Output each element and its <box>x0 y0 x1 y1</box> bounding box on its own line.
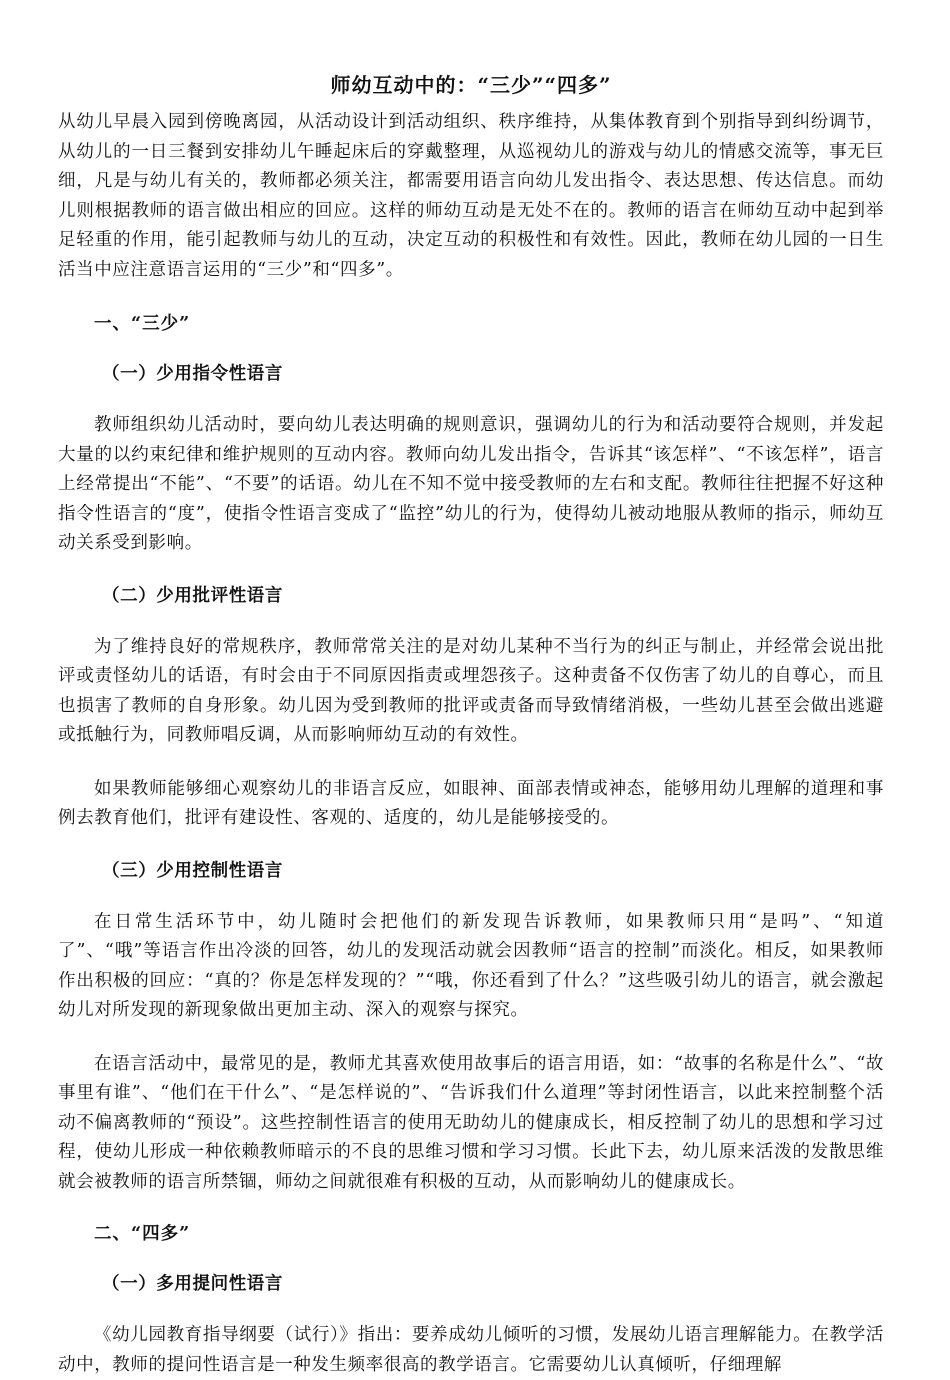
document-title: 师幼互动中的：“三少”“四多” <box>330 73 612 97</box>
paragraph-control-language-1: 在日常生活环节中，幼儿随时会把他们的新发现告诉教师，如果教师只用“是吗”、“知道了”、“哦”等语言作出冷淡的回答，幼儿的发现活动就会因教师“语言的控制”而淡化。相反，如果教师作出积极的回应：“真的？你是怎样发现的？”“哦，你还看到了什么？”这些吸引幼儿的语言，就会激起幼儿对所发现的新现象做出更加主动、深入的观察与探究。 <box>58 911 884 1020</box>
section-heading-three-less: 一、“三少” <box>94 314 191 334</box>
spacer <box>58 1197 884 1221</box>
subheading-question-language: （一）多用提问性语言 <box>102 1274 283 1294</box>
paragraph-control-language-2: 在语言活动中，最常见的是，教师尤其喜欢使用故事后的语言用语，如：“故事的名称是什么”、“故事里有谁”、“他们在干什么”、“是怎样说的”、“告诉我们什么道理”等封闭性语言，以此来控制整个活动不偏离教师的“预设”。这些控制性语言的使用无助幼儿的健康成长，相反控制了幼儿的思想和学习过程，使幼儿形成一种依赖教师暗示的不良的思维习惯和学习习惯。长此下去，幼儿原来活泼的发散思维就会被教师的语言所禁锢，师幼之间就很难有积极的互动，从而影响幼儿的健康成长。 <box>58 1053 884 1192</box>
paragraph-criticism-language-1: 为了维持良好的常规秩序，教师常常关注的是对幼儿某种不当行为的纠正与制止，并经常会说出批评或责怪幼儿的话语，有时会由于不同原因指责或埋怨孩子。这种责备不仅伤害了幼儿的自尊心，而且也损害了教师的自身形象。幼儿因为受到教师的批评或责备而导致情绪消极，一些幼儿甚至会做出逃避或抵触行为，同教师唱反调，从而影响师幼互动的有效性。 <box>58 636 884 745</box>
spacer <box>58 387 884 411</box>
spacer <box>58 1247 884 1271</box>
spacer <box>58 609 884 633</box>
section-heading-four-more: 二、“四多” <box>94 1224 191 1244</box>
spacer <box>58 1026 884 1050</box>
spacer <box>58 834 884 858</box>
spacer <box>58 751 884 775</box>
spacer <box>58 285 884 311</box>
spacer <box>58 337 884 361</box>
subheading-control-language: （三）少用控制性语言 <box>102 860 283 881</box>
spacer <box>58 559 884 583</box>
intro-paragraph: 从幼儿早晨入园到傍晚离园，从活动设计到活动组织、秩序维持，从集体教育到个别指导到纠纷调节，从幼儿的一日三餐到安排幼儿午睡起床后的穿戴整理，从巡视幼儿的游戏与幼儿的情感交流等，事无巨细，凡是与幼儿有关的，教师都必须关注，都需要用语言向幼儿发出指令、表达思想、传达信息。而幼儿则根据教师的语言做出相应的回应。这样的师幼互动是无处不在的。教师的语言在师幼互动中起到举足轻重的作用，能引起教师与幼儿的互动，决定互动的积极性和有效性。因此，教师在幼儿园的一日生活当中应注意语言运用的“三少”和“四多”。 <box>58 112 884 280</box>
paragraph-question-language: 《幼儿园教育指导纲要（试行）》指出：要养成幼儿倾听的习惯，发展幼儿语言理解能力。在教学活动中，教师的提问性语言是一种发生频率很高的教学语言。它需要幼儿认真倾听，仔细理解 <box>58 1325 884 1375</box>
spacer <box>58 884 884 908</box>
subheading-instruction-language: （一）少用指令性语言 <box>102 364 283 384</box>
spacer <box>58 1297 884 1321</box>
subheading-criticism-language: （二）少用批评性语言 <box>102 585 283 606</box>
paragraph-criticism-language-2: 如果教师能够细心观察幼儿的非语言反应，如眼神、面部表情或神态，能够用幼儿理解的道理和事例去教育他们，批评有建设性、客观的、适度的，幼儿是能够接受的。 <box>58 778 884 828</box>
paragraph-instruction-language: 教师组织幼儿活动时，要向幼儿表达明确的规则意识，强调幼儿的行为和活动要符合规则，并发起大量的以约束纪律和维护规则的互动内容。教师向幼儿发出指令，告诉其“该怎样”、“不该怎样”，语言上经常提出“不能”、“不要”的话语。幼儿在不知不觉中接受教师的左右和支配。教师往往把握不好这种指令性语言的“度”，使指令性语言变成了“监控”幼儿的行为，使得幼儿被动地服从教师的指示，师幼互动关系受到影响。 <box>58 415 884 553</box>
